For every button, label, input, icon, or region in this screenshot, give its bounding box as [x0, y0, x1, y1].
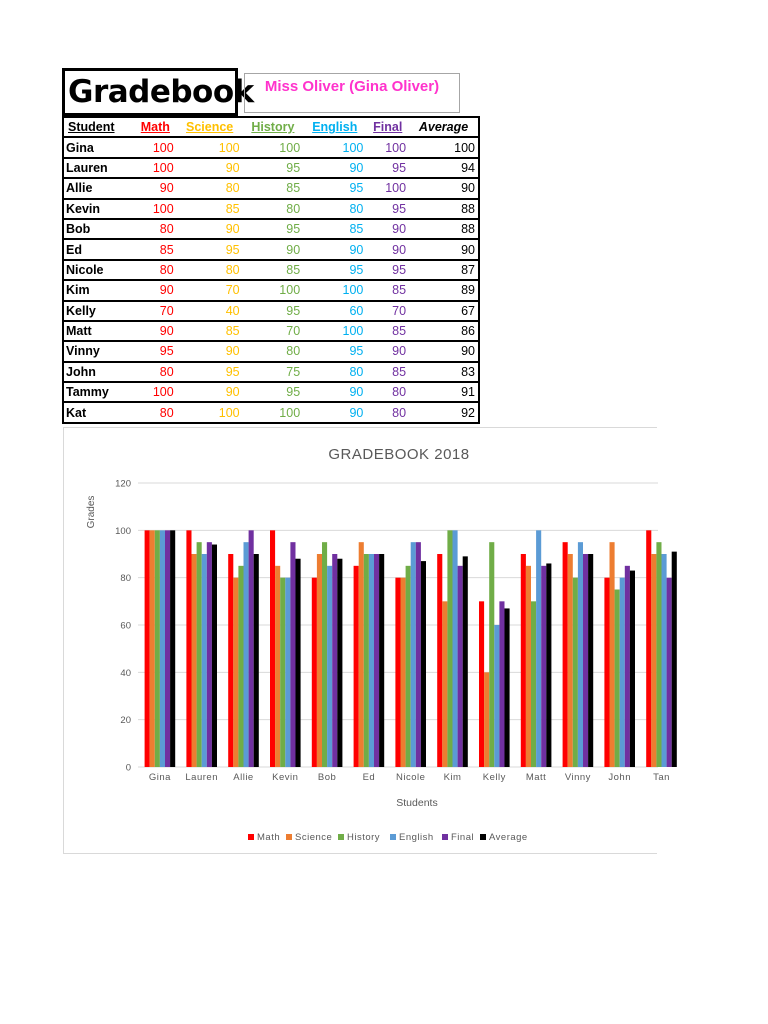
bar-science [568, 554, 573, 767]
bar-history [615, 590, 620, 768]
grade-cell-english: 85 [303, 219, 366, 239]
chart-canvas [64, 428, 670, 855]
x-axis-label: Students [396, 797, 438, 809]
bar-english [578, 542, 583, 767]
grade-cell-average: 67 [409, 301, 479, 321]
x-tick-label: Ed [362, 772, 376, 783]
y-tick-labels [115, 479, 131, 774]
x-tick-label: Bob [317, 772, 337, 783]
grade-cell-average: 86 [409, 321, 479, 341]
bar-final [207, 542, 212, 767]
grade-cell-math: 95 [134, 341, 177, 361]
grade-cell-english: 100 [303, 321, 366, 341]
student-name: Vinny [63, 341, 134, 361]
legend-label-english: English [399, 832, 434, 843]
bar-average [588, 554, 593, 767]
bar-history [447, 530, 452, 767]
grade-cell-final: 95 [366, 260, 409, 280]
x-tick-label: Gina [148, 772, 171, 783]
table-row [63, 239, 479, 259]
legend-swatch-science [286, 834, 292, 840]
bar-math [145, 530, 150, 767]
bar-math [479, 601, 484, 767]
grade-cell-final: 85 [366, 280, 409, 300]
header-math: Math [134, 117, 177, 137]
grade-cell-science: 90 [177, 341, 243, 361]
grade-cell-english: 95 [303, 260, 366, 280]
bar-math [354, 566, 359, 767]
grade-cell-science: 95 [177, 362, 243, 382]
bar-history [406, 566, 411, 767]
bar-final [416, 542, 421, 767]
bar-history [656, 542, 661, 767]
bars [145, 530, 677, 767]
grade-cell-final: 100 [366, 137, 409, 157]
bar-english [620, 578, 625, 767]
bar-average [630, 571, 635, 767]
bar-final [165, 530, 170, 767]
x-tick-label: Kelly [482, 772, 506, 783]
legend [248, 832, 528, 843]
grade-cell-english: 90 [303, 158, 366, 178]
legend-swatch-english [390, 834, 396, 840]
grade-cell-math: 90 [134, 178, 177, 198]
bar-english [369, 554, 374, 767]
grade-cell-history: 75 [243, 362, 304, 382]
grade-cell-average: 89 [409, 280, 479, 300]
grade-cell-history: 70 [243, 321, 304, 341]
grade-chart [63, 427, 670, 854]
grade-cell-math: 90 [134, 280, 177, 300]
grade-cell-average: 100 [409, 137, 479, 157]
x-tick-label: Allie [233, 772, 254, 783]
y-tick-label: 120 [115, 478, 131, 490]
teacher-name: Miss Oliver (Gina Oliver) [264, 78, 440, 95]
grade-cell-history: 100 [243, 402, 304, 422]
header-final: Final [366, 117, 409, 137]
bar-math [395, 578, 400, 767]
bar-english [662, 554, 667, 767]
grade-cell-math: 100 [134, 199, 177, 219]
header-english: English [303, 117, 366, 137]
grade-cell-final: 90 [366, 341, 409, 361]
bar-science [401, 578, 406, 767]
header-student: Student [63, 117, 134, 137]
grade-cell-final: 90 [366, 219, 409, 239]
bar-average [505, 608, 510, 767]
student-name: John [63, 362, 134, 382]
bar-science [610, 542, 615, 767]
grade-cell-final: 90 [366, 239, 409, 259]
grade-cell-math: 100 [134, 382, 177, 402]
bar-average [379, 554, 384, 767]
table-row [63, 362, 479, 382]
student-name: Gina [63, 137, 134, 157]
grade-cell-english: 80 [303, 362, 366, 382]
grade-cell-math: 90 [134, 321, 177, 341]
bar-math [604, 578, 609, 767]
bar-english [327, 566, 332, 767]
bar-history [489, 542, 494, 767]
student-name: Kevin [63, 199, 134, 219]
grade-cell-history: 95 [243, 219, 304, 239]
bar-english [244, 542, 249, 767]
bar-final [625, 566, 630, 767]
bar-final [458, 566, 463, 767]
grade-cell-english: 100 [303, 137, 366, 157]
grade-cell-final: 95 [366, 158, 409, 178]
bar-final [290, 542, 295, 767]
gradebook-title-box [62, 68, 254, 116]
bar-average [463, 556, 468, 767]
grade-cell-final: 80 [366, 402, 409, 422]
bar-science [484, 672, 489, 767]
grade-cell-history: 80 [243, 199, 304, 219]
grade-cell-science: 95 [177, 239, 243, 259]
grade-cell-science: 90 [177, 382, 243, 402]
table-row [63, 137, 479, 157]
grade-cell-history: 90 [243, 239, 304, 259]
bar-history [238, 566, 243, 767]
bar-final [583, 554, 588, 767]
grade-cell-average: 83 [409, 362, 479, 382]
student-name: Lauren [63, 158, 134, 178]
grade-cell-average: 90 [409, 178, 479, 198]
y-tick-label: 80 [120, 573, 131, 585]
grade-cell-average: 94 [409, 158, 479, 178]
grade-cell-final: 95 [366, 199, 409, 219]
grade-cell-history: 95 [243, 301, 304, 321]
table-row [63, 178, 479, 198]
grade-cell-science: 100 [177, 402, 243, 422]
grade-cell-science: 85 [177, 321, 243, 341]
legend-label-science: Science [295, 832, 333, 843]
grade-cell-science: 100 [177, 137, 243, 157]
grade-cell-average: 88 [409, 199, 479, 219]
bar-english [453, 530, 458, 767]
grade-cell-math: 100 [134, 137, 177, 157]
table-row [63, 382, 479, 402]
student-name: Matt [63, 321, 134, 341]
x-tick-label: Vinny [564, 772, 591, 783]
legend-swatch-final [442, 834, 448, 840]
bar-final [249, 530, 254, 767]
grade-cell-final: 100 [366, 178, 409, 198]
y-tick-label: 20 [120, 715, 131, 727]
legend-label-history: History [347, 832, 381, 843]
bar-history [322, 542, 327, 767]
bar-history [531, 601, 536, 767]
table-row [63, 402, 479, 422]
bar-history [155, 530, 160, 767]
table-row [63, 321, 479, 341]
x-tick-label: Lauren [185, 772, 218, 783]
bar-average [296, 559, 301, 767]
student-name: Kelly [63, 301, 134, 321]
grade-cell-science: 40 [177, 301, 243, 321]
grade-cell-science: 80 [177, 260, 243, 280]
header-history: History [243, 117, 304, 137]
grade-cell-average: 90 [409, 341, 479, 361]
grade-cell-history: 85 [243, 260, 304, 280]
bar-average [254, 554, 259, 767]
grade-cell-history: 95 [243, 382, 304, 402]
table-row [63, 158, 479, 178]
grade-cell-history: 80 [243, 341, 304, 361]
grade-cell-final: 70 [366, 301, 409, 321]
grade-cell-english: 95 [303, 178, 366, 198]
bar-average [337, 559, 342, 767]
grade-cell-average: 90 [409, 239, 479, 259]
student-name: Kat [63, 402, 134, 422]
x-tick-label: John [608, 772, 632, 783]
bar-science [233, 578, 238, 767]
bar-math [646, 530, 651, 767]
y-tick-label: 100 [115, 525, 131, 537]
bar-math [228, 554, 233, 767]
table-row [63, 199, 479, 219]
bar-english [160, 530, 165, 767]
grade-cell-science: 85 [177, 199, 243, 219]
student-name: Ed [63, 239, 134, 259]
bar-final [499, 601, 504, 767]
header-average: Average [409, 117, 479, 137]
grade-cell-history: 100 [243, 280, 304, 300]
student-name: Tammy [63, 382, 134, 402]
bar-average [546, 563, 551, 767]
grade-cell-math: 80 [134, 402, 177, 422]
legend-label-final: Final [451, 832, 475, 843]
x-tick-label: Kevin [272, 772, 299, 783]
grade-cell-average: 87 [409, 260, 479, 280]
x-tick-label: Tan [653, 772, 670, 783]
y-tick-label: 0 [125, 762, 131, 774]
bar-final [374, 554, 379, 767]
y-tick-label: 40 [120, 667, 131, 679]
grade-cell-math: 80 [134, 260, 177, 280]
y-axis-label: Grades [86, 495, 97, 529]
student-name: Nicole [63, 260, 134, 280]
table-row [63, 219, 479, 239]
bar-final [667, 578, 672, 767]
grade-cell-history: 85 [243, 178, 304, 198]
student-name: Allie [63, 178, 134, 198]
grade-cell-history: 95 [243, 158, 304, 178]
grade-cell-math: 70 [134, 301, 177, 321]
legend-label-math: Math [257, 832, 281, 843]
table-row [63, 260, 479, 280]
bar-english [285, 578, 290, 767]
bar-english [494, 625, 499, 767]
bar-history [197, 542, 202, 767]
grade-cell-math: 80 [134, 362, 177, 382]
grade-cell-english: 80 [303, 199, 366, 219]
bar-science [275, 566, 280, 767]
bar-science [359, 542, 364, 767]
table-row [63, 341, 479, 361]
grade-cell-english: 90 [303, 402, 366, 422]
bar-english [411, 542, 416, 767]
grade-cell-average: 91 [409, 382, 479, 402]
bar-science [526, 566, 531, 767]
bar-science [192, 554, 197, 767]
legend-swatch-math [248, 834, 254, 840]
x-tick-label: Matt [525, 772, 547, 783]
legend-label-average: Average [489, 832, 528, 843]
bar-science [150, 530, 155, 767]
bar-average [672, 552, 677, 767]
grade-cell-science: 90 [177, 219, 243, 239]
bar-math [270, 530, 275, 767]
grade-cell-science: 80 [177, 178, 243, 198]
grade-cell-science: 90 [177, 158, 243, 178]
grade-cell-science: 70 [177, 280, 243, 300]
bar-science [442, 601, 447, 767]
teacher-name-box [244, 73, 460, 113]
bar-final [332, 554, 337, 767]
grade-table-body [63, 137, 479, 422]
legend-swatch-history [338, 834, 344, 840]
grade-cell-english: 100 [303, 280, 366, 300]
grade-cell-math: 85 [134, 239, 177, 259]
grade-cell-math: 80 [134, 219, 177, 239]
chart-title: GRADEBOOK 2018 [328, 446, 470, 463]
grade-cell-english: 90 [303, 382, 366, 402]
y-tick-label: 60 [120, 620, 131, 632]
bar-math [437, 554, 442, 767]
bar-science [651, 554, 656, 767]
grade-cell-average: 92 [409, 402, 479, 422]
bar-math [521, 554, 526, 767]
grade-cell-english: 60 [303, 301, 366, 321]
header-science: Science [177, 117, 243, 137]
bar-average [421, 561, 426, 767]
bar-history [280, 578, 285, 767]
x-tick-label: Nicole [395, 772, 426, 783]
table-header-row [63, 117, 479, 137]
grade-cell-average: 88 [409, 219, 479, 239]
bar-average [170, 530, 175, 767]
bar-history [364, 554, 369, 767]
bar-english [202, 554, 207, 767]
grade-cell-final: 85 [366, 321, 409, 341]
grade-cell-math: 100 [134, 158, 177, 178]
bar-science [317, 554, 322, 767]
grade-cell-english: 95 [303, 341, 366, 361]
table-row [63, 301, 479, 321]
table-row [63, 280, 479, 300]
page-title: Gradebook [68, 74, 254, 110]
bar-english [536, 530, 541, 767]
grade-cell-final: 85 [366, 362, 409, 382]
legend-swatch-average [480, 834, 486, 840]
grade-cell-history: 100 [243, 137, 304, 157]
bar-math [186, 530, 191, 767]
bar-history [573, 578, 578, 767]
grade-cell-final: 80 [366, 382, 409, 402]
grade-cell-english: 90 [303, 239, 366, 259]
x-tick-label: Kim [443, 772, 462, 783]
student-name: Bob [63, 219, 134, 239]
bar-final [541, 566, 546, 767]
grade-table [62, 116, 480, 424]
bar-math [563, 542, 568, 767]
bar-math [312, 578, 317, 767]
bar-average [212, 545, 217, 767]
student-name: Kim [63, 280, 134, 300]
x-tick-labels [149, 772, 670, 783]
